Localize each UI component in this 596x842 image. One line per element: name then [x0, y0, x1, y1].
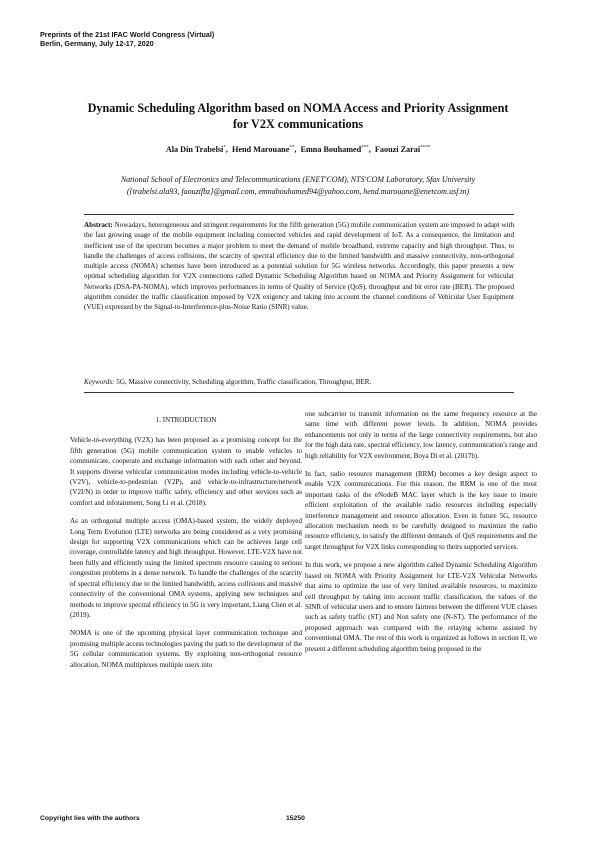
paragraph: Vehicle-to-everything (V2X) has been proposed as a promising concept for the fifth generation (5G) mobile communication system to enable vehicles to communicate, cooperate and exchange information with each other and beyond. It supports diverse vehicular communication modes including vehicle-to-vehicle (V2V), vehicle-to-pedestrian (V2P), and vehicle-to-infrastructure/network (V2I/N) in order to improve traffic safety, efficiency and other services such as comfort and infotainment, Song Li et al. (2018).	[70, 436, 302, 507]
paragraph: In fact, radio resource management (RRM) becomes a key design aspect to enable V2X communications. For this reason, the RRM is one of the most important tasks of the eNodeB MAC layer which is the key issue to insure efficient exploitation of the available radio resources including especially interference management and resource allocation. Even in future 5G, resource allocation mechanism needs to be carefully designed to maximize the radio resource efficiency, to satisfy the different demands of QoS requirements and the target throughput for V2X links corresponding to theirs supported services.	[305, 470, 537, 551]
paper-title	[30, 100, 566, 132]
paragraph: NOMA is one of the upcoming physical layer communication technique and promising multiple access technologies paving the path to the development of the 5G cellular communication systems. By exploiting non-orthogonal resource allocation, NOMA multiplexes multiple users into	[70, 629, 302, 669]
affiliation-line1: National School of Electronics and Telecommunications (ENET'COM), NTS'COM Laboratory, Sfax University	[120, 175, 476, 184]
keywords-label: Keywords:	[84, 378, 115, 386]
left-column	[70, 415, 302, 678]
paragraph: As an orthogonal multiple access (OMA)-based system, the widely deployed Long Term Evolution (LTE) networks are being considered as a very promising design for supporting V2X communications which can be achieves large cell coverage, controllable latency and high throughput. However, LTE-V2X have not been fully and efficiently using the limited spectrum resource causing to serious congestion problems in a dense network. To handle the challenges of the scarcity of spectral efficiency due to the limited bandwidth, access collisions and massive connectivity of the conventional OMA systems, applying new techniques and methods to improve spectral efficiency in 5G is very important, Liang Chen et al. (2019).	[70, 517, 302, 619]
right-column	[305, 409, 537, 662]
keywords-text: 5G, Massive connectivity, Scheduling algorithm, Traffic classification, Throughput, BER.	[116, 378, 372, 386]
author-mark: ***	[361, 145, 369, 151]
author-name: Faouzi Zarai	[374, 145, 421, 154]
affiliation-emails: ({trabelsi.ala93, faouzifbz}@gmail.com, emnabouhamed94@yahoo.com, hend.marouane@enetcom.usf.tn)	[126, 187, 470, 196]
abstract-top-rule	[84, 214, 514, 215]
page-number: 15250	[286, 815, 305, 822]
abstract-label: Abstract:	[84, 221, 113, 229]
author-list: Ala Din Trabelsi*, Hend Marouane**, Emna Bouhamed***, Faouzi Zarai****	[165, 145, 431, 154]
abstract-bottom-rule	[84, 392, 514, 393]
section-heading-introduction: 1. INTRODUCTION	[155, 416, 217, 424]
author-name: Ala Din Trabelsi	[165, 145, 224, 154]
author-name: Hend Marouane	[231, 145, 290, 154]
paper-title-line1: Dynamic Scheduling Algorithm based on NOMA Access and Priority Assignment	[87, 101, 509, 115]
abstract-text: Nowadays, heterogeneous and stringent requirements for the fifth generation (5G) mobile communication system are imposed to adapt with the fast growing usage of the mobile equipment including connected vehicles and rapid development of IoT. As a consequence, the limitation and inefficient use of the spectrum becomes a major problem to meet the demand of mobile broadband, extreme capacity and high throughput. Thus, to handle the challenges of access collisions, the scarcity of spectral efficiency due to the limited bandwidth and massive connectivity, non-orthogonal multiple access (NOMA) schemes have been introduced as a potential solution for 5G wireless networks. Accordingly, this paper presents a new optimal scheduling algorithm for V2X connections called Dynamic Scheduling Algorithm based on NOMA and Priority Assignment for vehicular Networks (DSA-PA-NOMA), which improves performances in terms of Quality of Service (QoS), throughput and bit error rate (BER). The proposed algorithm consider the traffic classification imposed by V2X exigency and taking into account the channel conditions of Vehicular User Equipment (VUE) expressed by the Signal-to-Interference-plus-Noise Ratio (SINR) value.	[84, 221, 514, 312]
paragraph: In this work, we propose a new algorithm called Dynamic Scheduling Algorithm based on NOMA with Priority Assignment for LTE-V2X Vehicular Networks that aims to optimize the use of very limited available resources, to maximize cell throughput by taking into account traffic classification, the values of the SINR of vehicular users and to ensure fairness between the different VUE classes such as safety traffic (ST) and Non safety one (N-ST). The performance of the proposed approach was compared with the relaying scheme assisted by conventional OMA. The rest of this work is organized as follows in section II, we present a different scheduling algorithm being proposed in the	[305, 561, 537, 653]
abstract	[84, 220, 514, 313]
keywords	[84, 377, 514, 387]
author-mark: **	[289, 145, 295, 151]
copyright-notice: Copyright lies with the authors	[40, 815, 140, 822]
author-mark: *	[223, 145, 226, 151]
author-name: Emna Bouhamed	[300, 145, 362, 154]
conference-header-line2: Berlin, Germany, July 12-17, 2020	[40, 39, 154, 48]
author-mark: ****	[420, 145, 431, 151]
paper-title-line2: for V2X communications	[232, 117, 364, 131]
paragraph: one subcarrier to transmit information on the same frequency resource at the same time with different power levels. In addition, NOMA provides enhancements not only in terms of the large connectivity requirements, but also for the high data rate, spectral efficiency, low latency, communication's range and high reliability for V2X environment, Boya Di et al. (2017b).	[305, 410, 537, 460]
conference-header-line1: Preprints of the 21st IFAC World Congress (Virtual)	[40, 30, 215, 39]
